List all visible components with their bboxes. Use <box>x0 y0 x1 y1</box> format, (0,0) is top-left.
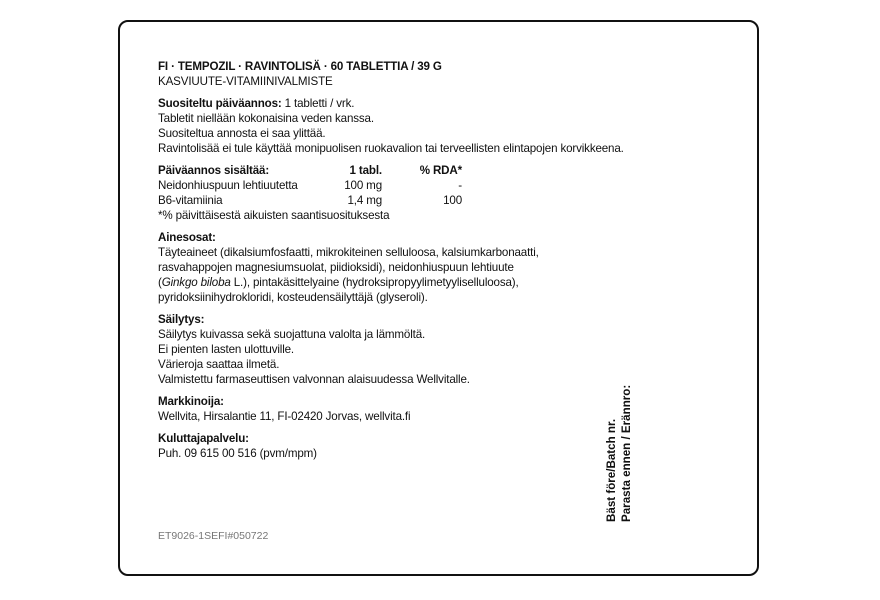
dosage-instruction: Suositeltua annosta ei saa ylittää. <box>158 127 326 140</box>
customer-service-section <box>158 431 628 461</box>
product-code: ET9026-1SEFI#050722 <box>158 530 269 542</box>
storage-label: Säilytys: <box>158 313 205 326</box>
marketer-label: Markkinoija: <box>158 395 224 408</box>
nutrient-amount: 100 mg <box>344 179 382 192</box>
storage-text: Ei pienten lasten ulottuville. <box>158 343 295 356</box>
ingredients-text-rest: L.), pintakäsittelyaine (hydroksipropyylimetyyliselluloosa), <box>230 276 519 289</box>
ingredients-text: pyridoksiinihydrokloridi, kosteudensäilyttäjä (glyseroli). <box>158 291 428 304</box>
marketer-value: Wellvita, Hirsalantie 11, FI-02420 Jorvas, wellvita.fi <box>158 410 411 423</box>
ingredients-text: Täyteaineet (dikalsiumfosfaatti, mikrokiteinen selluloosa, kalsiumkarbonaatti, <box>158 246 539 259</box>
nutrition-header: Päiväannos sisältää: <box>158 164 270 177</box>
nutrition-section <box>158 163 628 223</box>
product-label <box>118 20 759 576</box>
ingredients-section <box>158 230 628 305</box>
latin-name: Ginkgo biloba <box>161 276 231 289</box>
nutrition-header: 1 tabl. <box>349 164 382 177</box>
storage-section <box>158 312 628 372</box>
nutrition-header-row <box>158 163 462 178</box>
product-title: FI · TEMPOZIL · RAVINTOLISÄ · 60 TABLETTIA / 39 G <box>158 60 442 73</box>
product-subtitle: KASVIUUTE-VITAMIINIVALMISTE <box>158 75 333 88</box>
rda-footnote: *% päivittäisestä aikuisten saantisuosituksesta <box>158 209 390 222</box>
nutrient-name: B6-vitamiinia <box>158 194 223 207</box>
paren: ( <box>158 276 162 289</box>
customer-service-label: Kuluttajapalvelu: <box>158 432 249 445</box>
marketer-section <box>158 394 628 424</box>
manufacturing-note: Valmistettu farmaseuttisen valvonnan alaisuudessa Wellvitalle. <box>158 373 470 386</box>
batch-info <box>604 385 634 522</box>
nutrient-name: Neidonhiuspuun lehtiuutetta <box>158 179 298 192</box>
nutrition-table <box>158 163 462 208</box>
table-row <box>158 178 462 193</box>
nutrient-amount: 1,4 mg <box>347 194 382 207</box>
ingredients-label: Ainesosat: <box>158 231 216 244</box>
dosage-instruction: Ravintolisää ei tule käyttää monipuolisen ruokavalion tai terveellisten elintapojen korvikkeena. <box>158 142 624 155</box>
batch-line: Bäst före/Batch nr. <box>605 418 618 522</box>
ingredients-text <box>158 275 628 290</box>
dosage-label: Suositeltu päiväannos: <box>158 97 282 110</box>
nutrition-header: % RDA* <box>419 164 462 177</box>
dosage-value: 1 tabletti / vrk. <box>281 97 355 110</box>
dosage-instruction: Tabletit niellään kokonaisina veden kanssa. <box>158 112 374 125</box>
storage-text: Värieroja saattaa ilmetä. <box>158 358 280 371</box>
batch-line: Parasta ennen / Erännro: <box>620 384 633 522</box>
dosage-section <box>158 96 628 156</box>
nutrient-rda: 100 <box>443 194 462 207</box>
nutrient-rda: - <box>458 179 462 192</box>
storage-text: Säilytys kuivassa sekä suojattuna valolta ja lämmöltä. <box>158 328 426 341</box>
table-row <box>158 193 462 208</box>
label-content <box>158 59 628 461</box>
dosage-line <box>158 96 628 111</box>
customer-service-value: Puh. 09 615 00 516 (pvm/mpm) <box>158 447 317 460</box>
ingredients-text: rasvahappojen magnesiumsuolat, piidioksidi), neidonhiuspuun lehtiuute <box>158 261 514 274</box>
